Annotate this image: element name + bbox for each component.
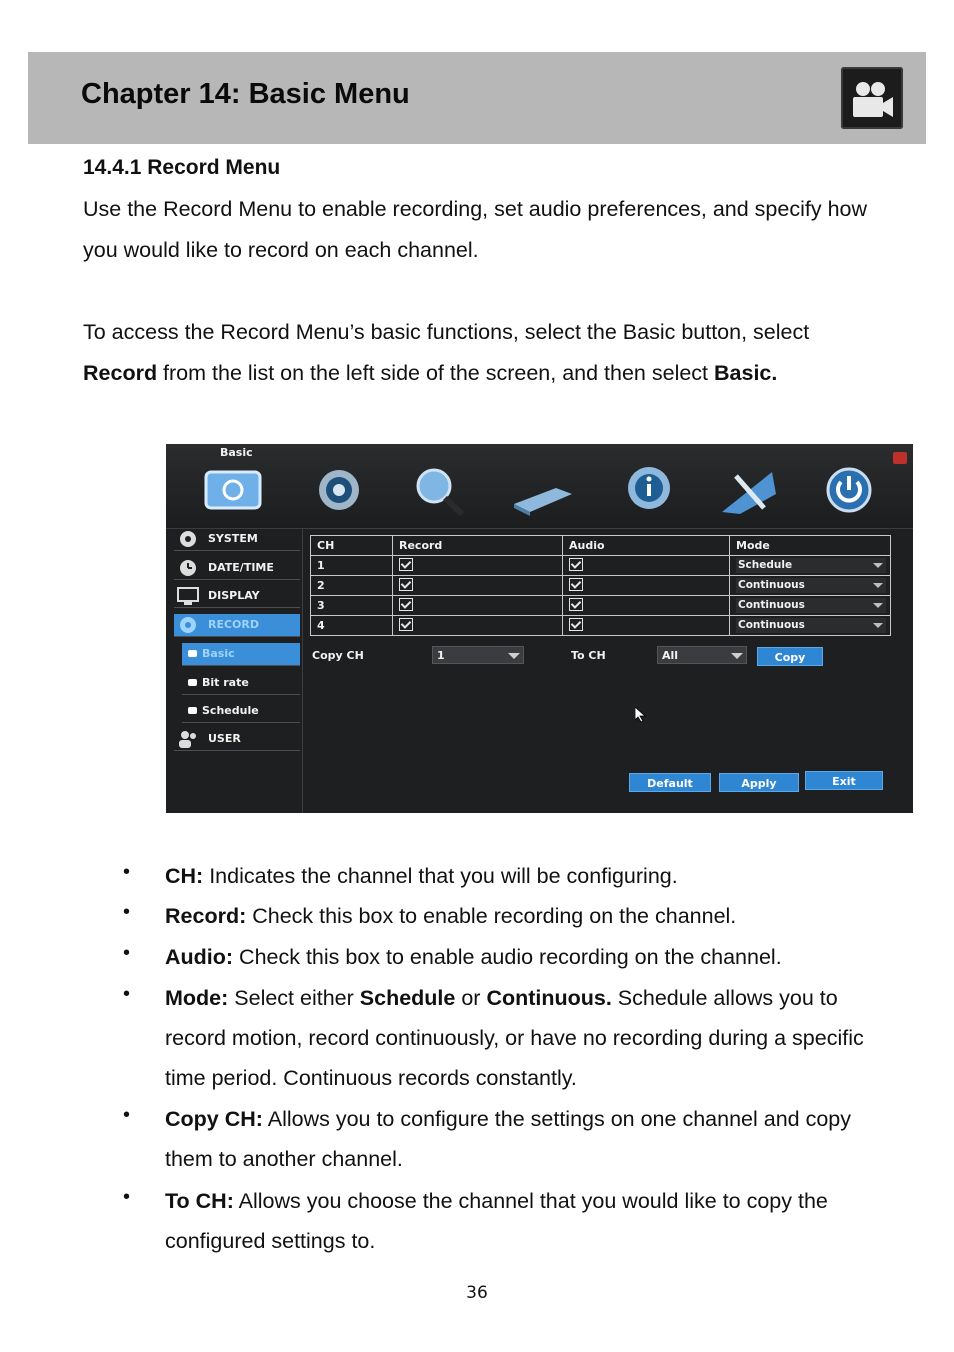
bullet-icon: • xyxy=(123,861,131,883)
channel-number: 1 xyxy=(311,556,393,576)
list-item: CH: Indicates the channel that you will be configuring. xyxy=(165,864,678,888)
system-settings-icon[interactable] xyxy=(202,464,264,516)
gear-icon[interactable] xyxy=(308,464,370,516)
table-row xyxy=(311,616,891,636)
bullet-icon: • xyxy=(123,1186,131,1208)
apply-button[interactable]: Apply xyxy=(719,773,799,792)
table-header-row xyxy=(311,536,891,556)
page-number: 36 xyxy=(466,1283,488,1303)
record-checkbox[interactable] xyxy=(399,598,413,611)
camera-icon xyxy=(841,67,903,129)
mode-select[interactable]: Continuous xyxy=(736,618,886,633)
copy-ch-select[interactable]: 1 xyxy=(432,646,524,664)
audio-checkbox[interactable] xyxy=(569,578,583,591)
submenu-item-schedule[interactable]: Schedule xyxy=(182,700,300,723)
chapter-title: Chapter 14: Basic Menu xyxy=(81,78,410,110)
mode-select[interactable]: Continuous xyxy=(736,598,886,613)
audio-checkbox[interactable] xyxy=(569,598,583,611)
bullet-icon: • xyxy=(123,942,131,964)
gear-icon xyxy=(176,529,200,549)
mode-select[interactable]: Schedule xyxy=(736,558,886,573)
sidebar-item-system[interactable]: SYSTEM xyxy=(174,528,300,551)
channel-number: 3 xyxy=(311,596,393,616)
audio-checkbox[interactable] xyxy=(569,558,583,571)
monitor-icon xyxy=(176,586,200,606)
table-row xyxy=(311,596,891,616)
mouse-cursor-icon xyxy=(635,707,647,723)
default-button[interactable]: Default xyxy=(629,773,711,792)
record-menu-screenshot xyxy=(166,444,913,813)
info-icon[interactable] xyxy=(618,464,680,516)
intro-paragraph: Use the Record Menu to enable recording, set audio preferences, and specify how you would like to record on each channel. xyxy=(83,197,868,262)
chevron-down-icon xyxy=(873,623,883,628)
section-title: 14.4.1 Record Menu xyxy=(83,156,281,179)
chevron-down-icon xyxy=(731,653,743,659)
sidebar-item-user[interactable]: USER xyxy=(174,728,300,751)
list-item: Audio: Check this box to enable audio recording on the channel. xyxy=(165,945,782,969)
submenu-item-bit-rate[interactable]: Bit rate xyxy=(182,672,300,695)
power-icon[interactable] xyxy=(818,464,880,516)
audio-checkbox[interactable] xyxy=(569,618,583,631)
record-checkbox[interactable] xyxy=(399,618,413,631)
to-ch-select[interactable]: All xyxy=(657,646,747,664)
clock-icon xyxy=(176,558,200,578)
list-item: Record: Check this box to enable recording on the channel. xyxy=(165,904,737,928)
chevron-down-icon xyxy=(873,563,883,568)
record-checkbox[interactable] xyxy=(399,578,413,591)
window-title: Basic xyxy=(220,446,253,459)
table-row xyxy=(311,576,891,596)
bullet-icon: • xyxy=(123,1104,131,1126)
tools-icon[interactable] xyxy=(716,464,778,516)
user-icon xyxy=(176,729,200,749)
toolbar xyxy=(166,444,913,529)
access-paragraph: To access the Record Menu’s basic functions, select the Basic button, select Record from the list on the left side of the screen, and then select Basic. xyxy=(83,320,810,385)
column-header-record: Record xyxy=(393,536,563,556)
mode-select[interactable]: Continuous xyxy=(736,578,886,593)
bullet-icon: • xyxy=(123,901,131,923)
chevron-down-icon xyxy=(508,653,520,659)
sidebar xyxy=(166,528,303,813)
record-icon xyxy=(176,615,200,635)
list-item: To CH: Allows you choose the channel that you would like to copy the configured settings to. xyxy=(165,1189,828,1253)
to-ch-label: To CH xyxy=(571,649,606,662)
close-icon[interactable] xyxy=(893,452,907,464)
record-checkbox[interactable] xyxy=(399,558,413,571)
table-row xyxy=(311,556,891,576)
copy-button[interactable]: Copy xyxy=(757,647,823,666)
column-header-audio: Audio xyxy=(563,536,730,556)
chevron-down-icon xyxy=(873,583,883,588)
channel-number: 2 xyxy=(311,576,393,596)
search-icon[interactable] xyxy=(408,464,470,516)
sidebar-item-date-time[interactable]: DATE/TIME xyxy=(174,557,300,580)
chevron-down-icon xyxy=(873,603,883,608)
exit-button[interactable]: Exit xyxy=(805,771,883,790)
channel-number: 4 xyxy=(311,616,393,636)
chapter-header xyxy=(28,52,926,144)
sidebar-item-record[interactable]: RECORD xyxy=(174,614,300,637)
record-table xyxy=(310,535,891,636)
column-header-ch: CH xyxy=(311,536,393,556)
bullet-icon: • xyxy=(123,983,131,1005)
submenu-item-basic[interactable]: Basic xyxy=(182,643,300,666)
sidebar-item-display[interactable]: DISPLAY xyxy=(174,585,300,608)
list-item: Copy CH: Allows you to configure the settings on one channel and copy them to another channel. xyxy=(165,1107,851,1171)
column-header-mode: Mode xyxy=(730,536,891,556)
list-item: Mode: Select either Schedule or Continuous. Schedule allows you to record motion, record continuously, or have no recording during a specific time period. Continuous records constantly. xyxy=(165,986,864,1090)
hard-drive-icon[interactable] xyxy=(510,464,572,516)
copy-ch-label: Copy CH xyxy=(312,649,364,662)
